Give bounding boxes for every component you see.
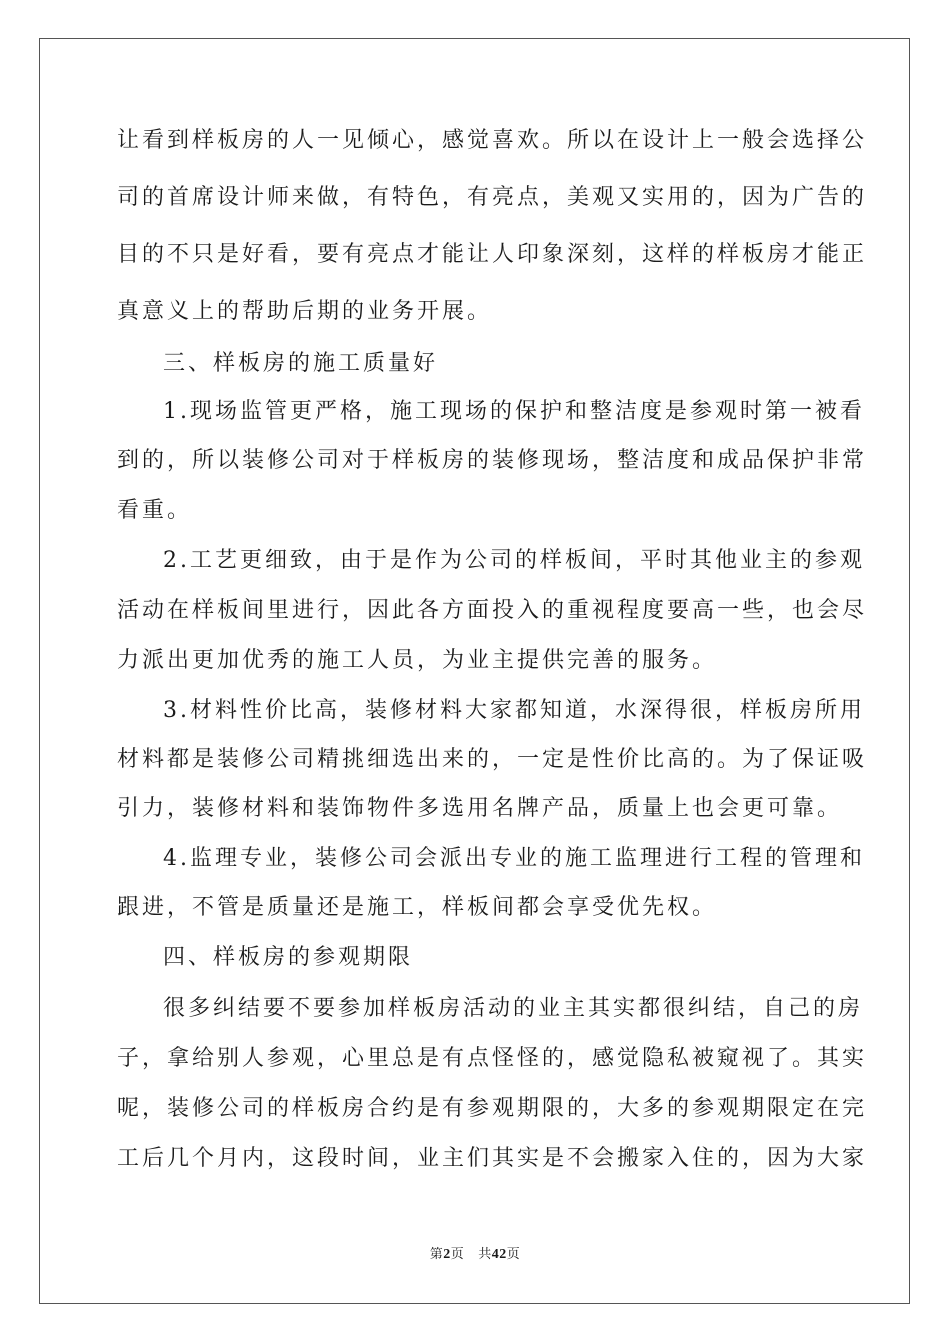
current-page-number: 2	[443, 1247, 451, 1262]
paragraph-start: 4.监理专业，装修公司会派出专业的施工监理进行工程的管理和	[163, 846, 865, 871]
page-footer	[0, 1246, 950, 1264]
text-line: 工后几个月内，这段时间，业主们其实是不会搬家入住的，因为大家	[117, 1146, 868, 1171]
footer-page-suffix: 页	[450, 1247, 465, 1262]
text-line: 呢，装修公司的样板房合约是有参观期限的，大多的参观期限定在完	[117, 1096, 868, 1121]
text-line: 活动在样板间里进行，因此各方面投入的重视程度要高一些，也会尽	[117, 598, 868, 623]
text-line: 让看到样板房的人一见倾心，感觉喜欢。所以在设计上一般会选择公	[117, 128, 868, 153]
paragraph-start: 1.现场监管更严格，施工现场的保护和整洁度是参观时第一被看	[163, 399, 865, 424]
footer-prefix: 第	[429, 1247, 444, 1262]
text-line: 引力，装修材料和装饰物件多选用名牌产品，质量上也会更可靠。	[117, 796, 843, 821]
footer-total-prefix: 共	[478, 1247, 492, 1262]
total-pages-number: 42	[491, 1247, 507, 1262]
section-heading: 四、样板房的参观期限	[163, 945, 414, 970]
footer-total-suffix: 页	[506, 1247, 521, 1262]
paragraph-start: 很多纠结要不要参加样板房活动的业主其实都很纠结，自己的房	[163, 996, 864, 1021]
text-line: 子，拿给别人参观，心里总是有点怪怪的，感觉隐私被窥视了。其实	[117, 1046, 868, 1071]
paragraph-start: 3.材料性价比高，装修材料大家都知道，水深得很，样板房所用	[163, 698, 865, 723]
text-line: 到的，所以装修公司对于样板房的装修现场，整洁度和成品保护非常	[117, 448, 868, 473]
paragraph-start: 2.工艺更细致，由于是作为公司的样板间，平时其他业主的参观	[163, 548, 865, 573]
text-line: 真意义上的帮助后期的业务开展。	[117, 299, 493, 324]
text-line: 目的不只是好看，要有亮点才能让人印象深刻，这样的样板房才能正	[117, 242, 868, 267]
text-line: 力派出更加优秀的施工人员，为业主提供完善的服务。	[117, 648, 718, 673]
text-line: 材料都是装修公司精挑细选出来的，一定是性价比高的。为了保证吸	[117, 747, 868, 772]
text-line: 看重。	[117, 498, 193, 523]
text-line: 司的首席设计师来做，有特色，有亮点，美观又实用的，因为广告的	[117, 185, 868, 210]
section-heading: 三、样板房的施工质量好	[163, 351, 439, 376]
text-line: 跟进，不管是质量还是施工，样板间都会享受优先权。	[117, 895, 718, 920]
